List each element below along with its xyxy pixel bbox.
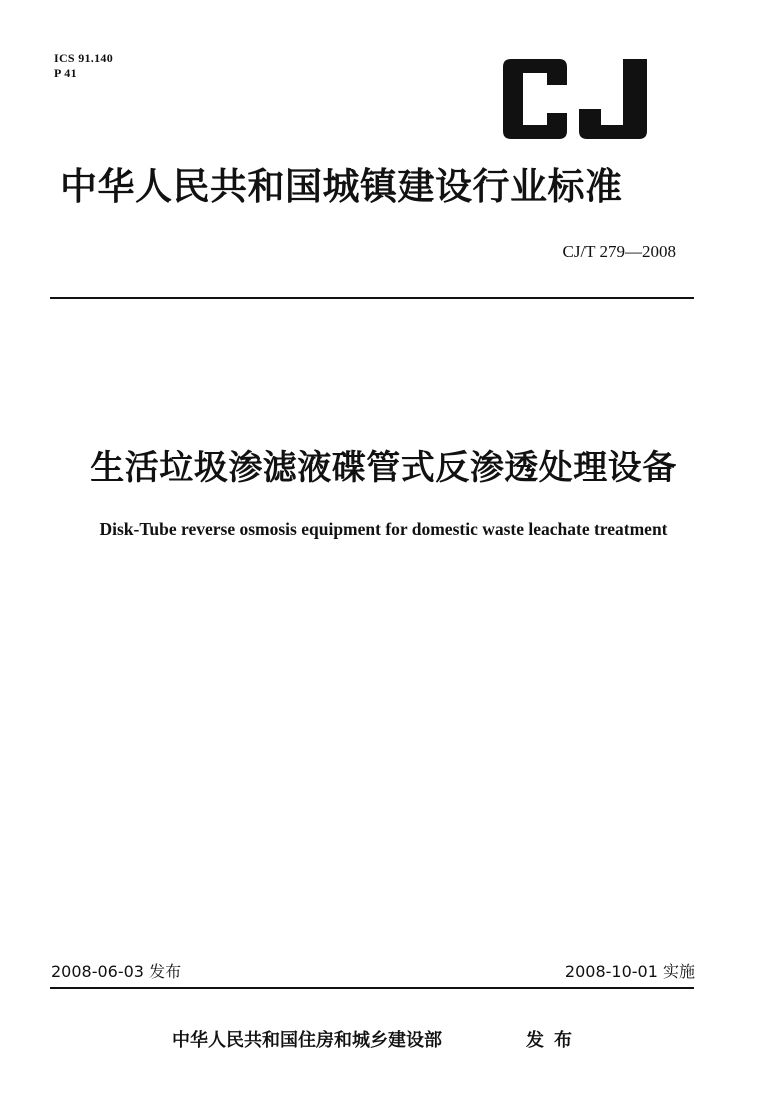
publisher-name: 中华人民共和国住房和城乡建设部 (172, 1030, 442, 1051)
effective-date: 2008-10-01 实施 (564, 962, 695, 981)
cj-logo-c (503, 59, 567, 139)
ics-code: ICS 91.140 (54, 51, 114, 65)
issuer-title: 中华人民共和国城镇建设行业标准 (60, 165, 623, 208)
cj-logo-j (579, 59, 647, 139)
top-divider (50, 297, 694, 299)
cj-logo (497, 59, 655, 139)
bottom-divider (50, 987, 694, 989)
ccs-code: P 41 (54, 66, 77, 80)
standard-number: CJ/T 279—2008 (562, 242, 676, 261)
title-chinese: 生活垃圾渗滤液碟管式反渗透处理设备 (90, 448, 677, 488)
publish-label: 发布 (526, 1030, 582, 1051)
title-english: Disk-Tube reverse osmosis equipment for domestic waste leachate treatment (99, 519, 668, 539)
issue-date: 2008-06-03 发布 (51, 962, 182, 981)
